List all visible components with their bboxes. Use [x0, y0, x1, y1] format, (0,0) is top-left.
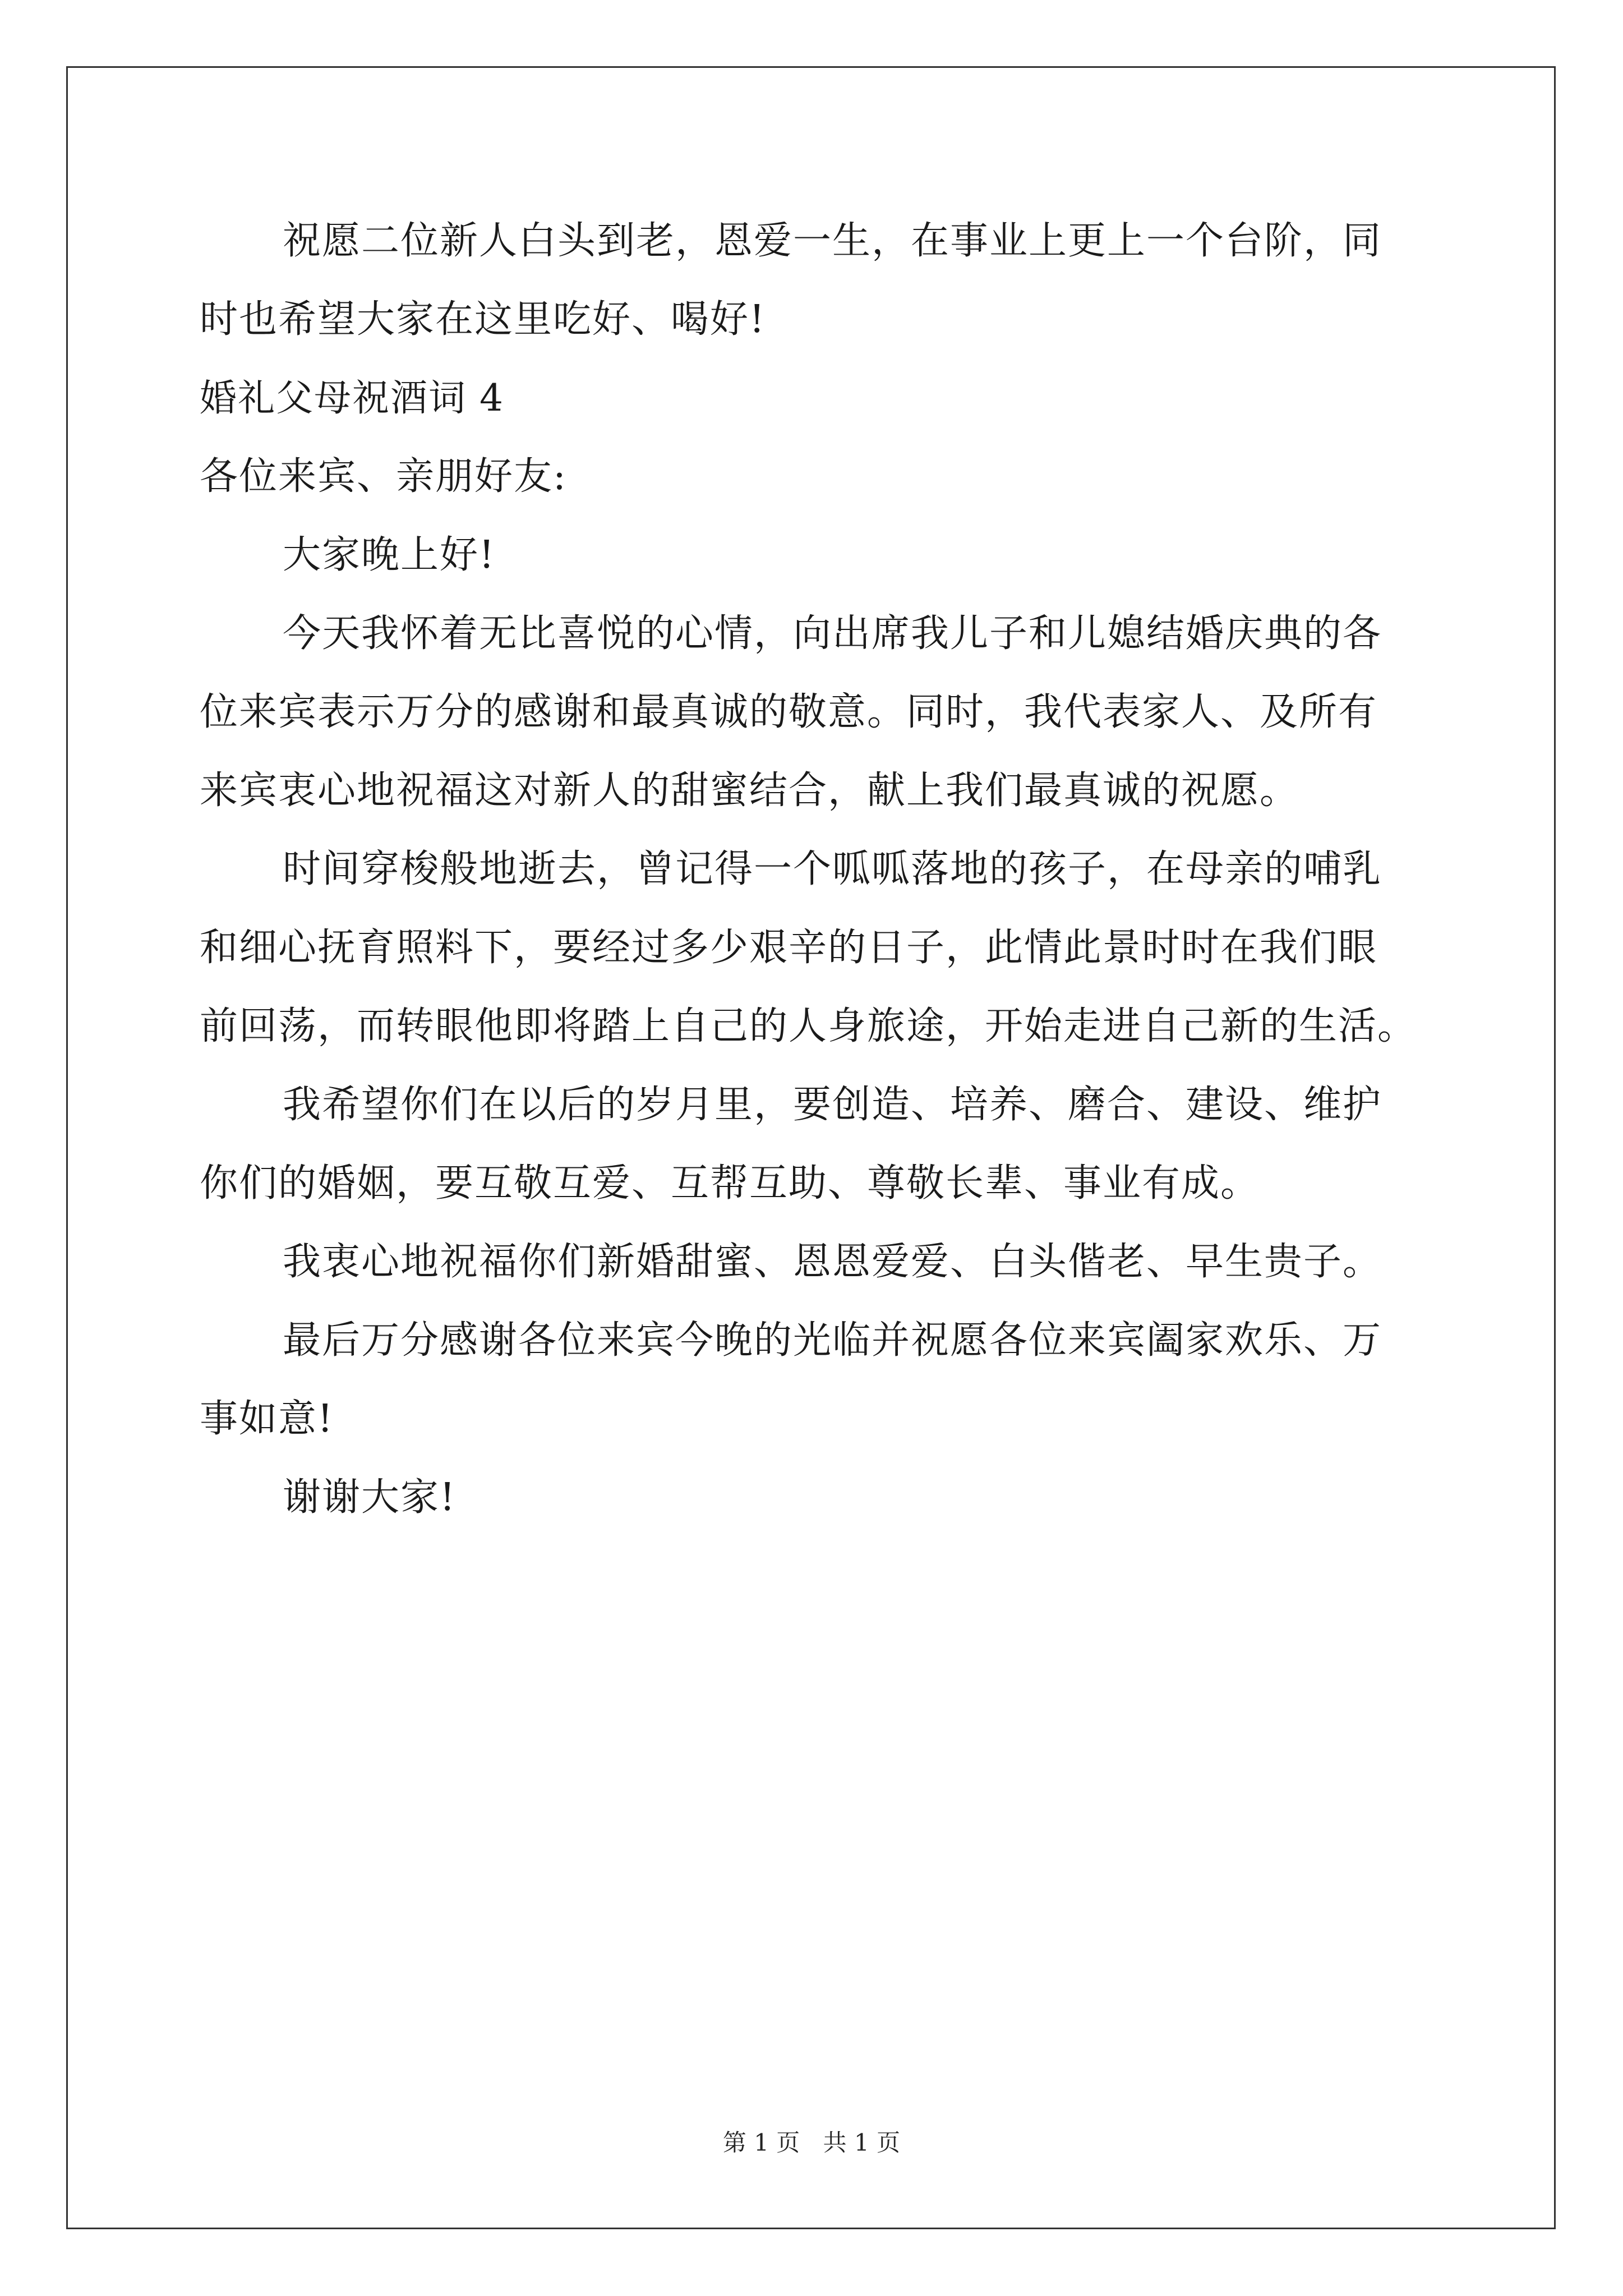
page-number: 第 1 页 [722, 2129, 800, 2156]
page-total: 共 1 页 [823, 2129, 901, 2156]
paragraph-line: 前回荡，而转眼他即将踏上自己的人身旅途，开始走进自己新的生活。 [200, 1004, 1417, 1048]
closing-line: 谢谢大家! [283, 1475, 457, 1520]
paragraph-line: 时间穿梭般地逝去，曾记得一个呱呱落地的孩子，在母亲的哺乳 [283, 847, 1382, 891]
paragraph-line: 祝愿二位新人白头到老，恩爱一生，在事业上更上一个台阶，同 [283, 219, 1382, 263]
paragraph-line: 你们的婚姻，要互敬互爱、互帮互助、尊敬长辈、事业有成。 [200, 1161, 1260, 1205]
paragraph-line: 今天我怀着无比喜悦的心情，向出席我儿子和儿媳结婚庆典的各 [283, 611, 1382, 656]
salutation: 各位来宾、亲朋好友: [200, 454, 567, 499]
paragraph-line: 和细心抚育照料下，要经过多少艰辛的日子，此情此景时时在我们眼 [200, 926, 1378, 970]
paragraph-line: 来宾衷心地祝福这对新人的甜蜜结合，献上我们最真诚的祝愿。 [200, 769, 1299, 813]
paragraph-line: 我希望你们在以后的岁月里，要创造、培养、磨合、建设、维护 [283, 1083, 1382, 1127]
paragraph-line: 最后万分感谢各位来宾今晚的光临并祝愿各位来宾阖家欢乐、万 [283, 1318, 1382, 1363]
page-footer [0, 2126, 1623, 2160]
paragraph-line: 时也希望大家在这里吃好、喝好! [200, 297, 766, 342]
paragraph-line: 位来宾表示万分的感谢和最真诚的敬意。同时，我代表家人、及所有 [200, 690, 1378, 734]
greeting: 大家晚上好! [283, 533, 496, 577]
section-heading: 婚礼父母祝酒词 4 [200, 376, 504, 420]
paragraph-line: 事如意! [200, 1397, 334, 1441]
paragraph-line: 我衷心地祝福你们新婚甜蜜、恩恩爱爱、白头偕老、早生贵子。 [283, 1240, 1382, 1284]
